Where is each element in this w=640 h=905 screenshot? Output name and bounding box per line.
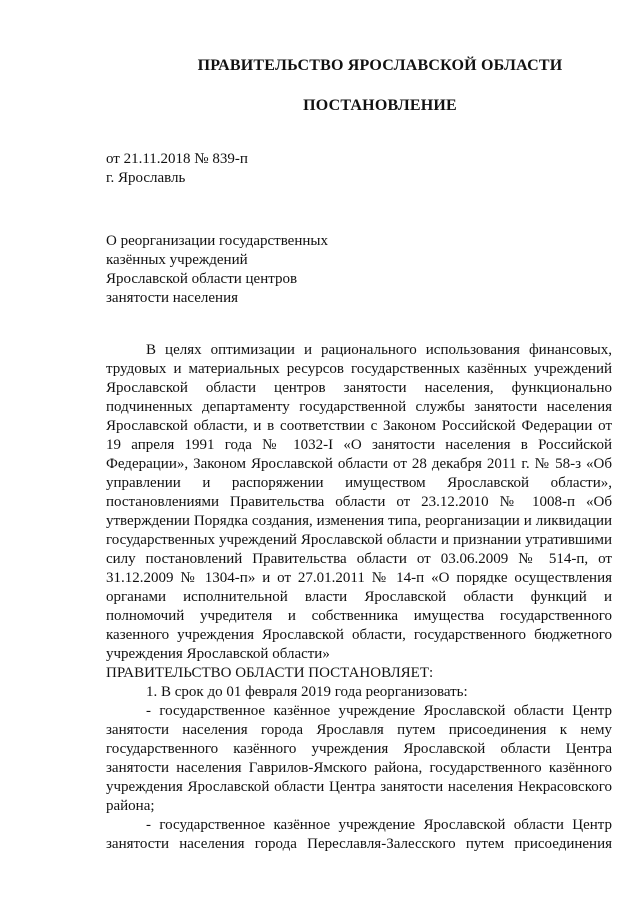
subject-line: О реорганизации государственных bbox=[106, 233, 328, 249]
document-body bbox=[106, 341, 612, 854]
subject-line: Ярославской области центров bbox=[106, 271, 298, 287]
document-city: г. Ярославль bbox=[106, 170, 186, 186]
subject-line: казённых учреждений bbox=[106, 252, 248, 268]
preamble-paragraph: В целях оптимизации и рационального использования финансовых, трудовых и материальных ресурсов государственных казённых учреждений Ярославской области центров занятости населения, функционально подчиненных департаменту государственной службы занятости населения Ярославской области, и в соответствии с Законом Российской Федерации от 19 апреля 1991 года № 1032-I «О занятости населения в Российской Федерации», Законом Ярославской области от 28 декабря 2011 г. № 58-з «Об управлении и распоряжении имуществом Ярославской области», постановлениями Правительства области от 23.12.2010 № 1008-п «Об утверждении Порядка создания, изменения типа, реорганизации и ликвидации государственных учреждений Ярославской области и признании утратившими силу постановлений Правительства области от 03.06.2009 № 514-п, от 31.12.2009 № 1304-п» и от 27.01.2011 № 14-п «О порядке осуществления органами исполнительной власти Ярославской области функций и полномочий учредителя и собственника имущества государственного казенного учреждения Ярославской области, государственного бюджетного учреждения Ярославской области» bbox=[106, 342, 612, 662]
resolves-line: ПРАВИТЕЛЬСТВО ОБЛАСТИ ПОСТАНОВЛЯЕТ: bbox=[106, 665, 434, 681]
document-type: ПОСТАНОВЛЕНИЕ bbox=[303, 97, 457, 114]
document-date-number: от 21.11.2018 № 839-п bbox=[106, 151, 248, 167]
item-1-subitem-a: - государственное казённое учреждение Ярославской области Центр занятости населения города Ярославля путем присоединения к нему государственного казённого учреждения Ярославской области Центра занятости населения Гаврилов-Ямского района, государственного казённого учреждения Ярославской области Центра занятости населения Некрасовского района; bbox=[106, 703, 612, 814]
subject-line: занятости населения bbox=[106, 290, 239, 306]
item-1-heading: 1. В срок до 01 февраля 2019 года реорганизовать: bbox=[146, 684, 468, 700]
document-subject bbox=[106, 232, 328, 308]
government-title: ПРАВИТЕЛЬСТВО ЯРОСЛАВСКОЙ ОБЛАСТИ bbox=[197, 57, 563, 74]
item-1-subitem-b: - государственное казённое учреждение Ярославской области Центр занятости населения города Переславля-Залесского путем присоединения bbox=[106, 817, 612, 852]
